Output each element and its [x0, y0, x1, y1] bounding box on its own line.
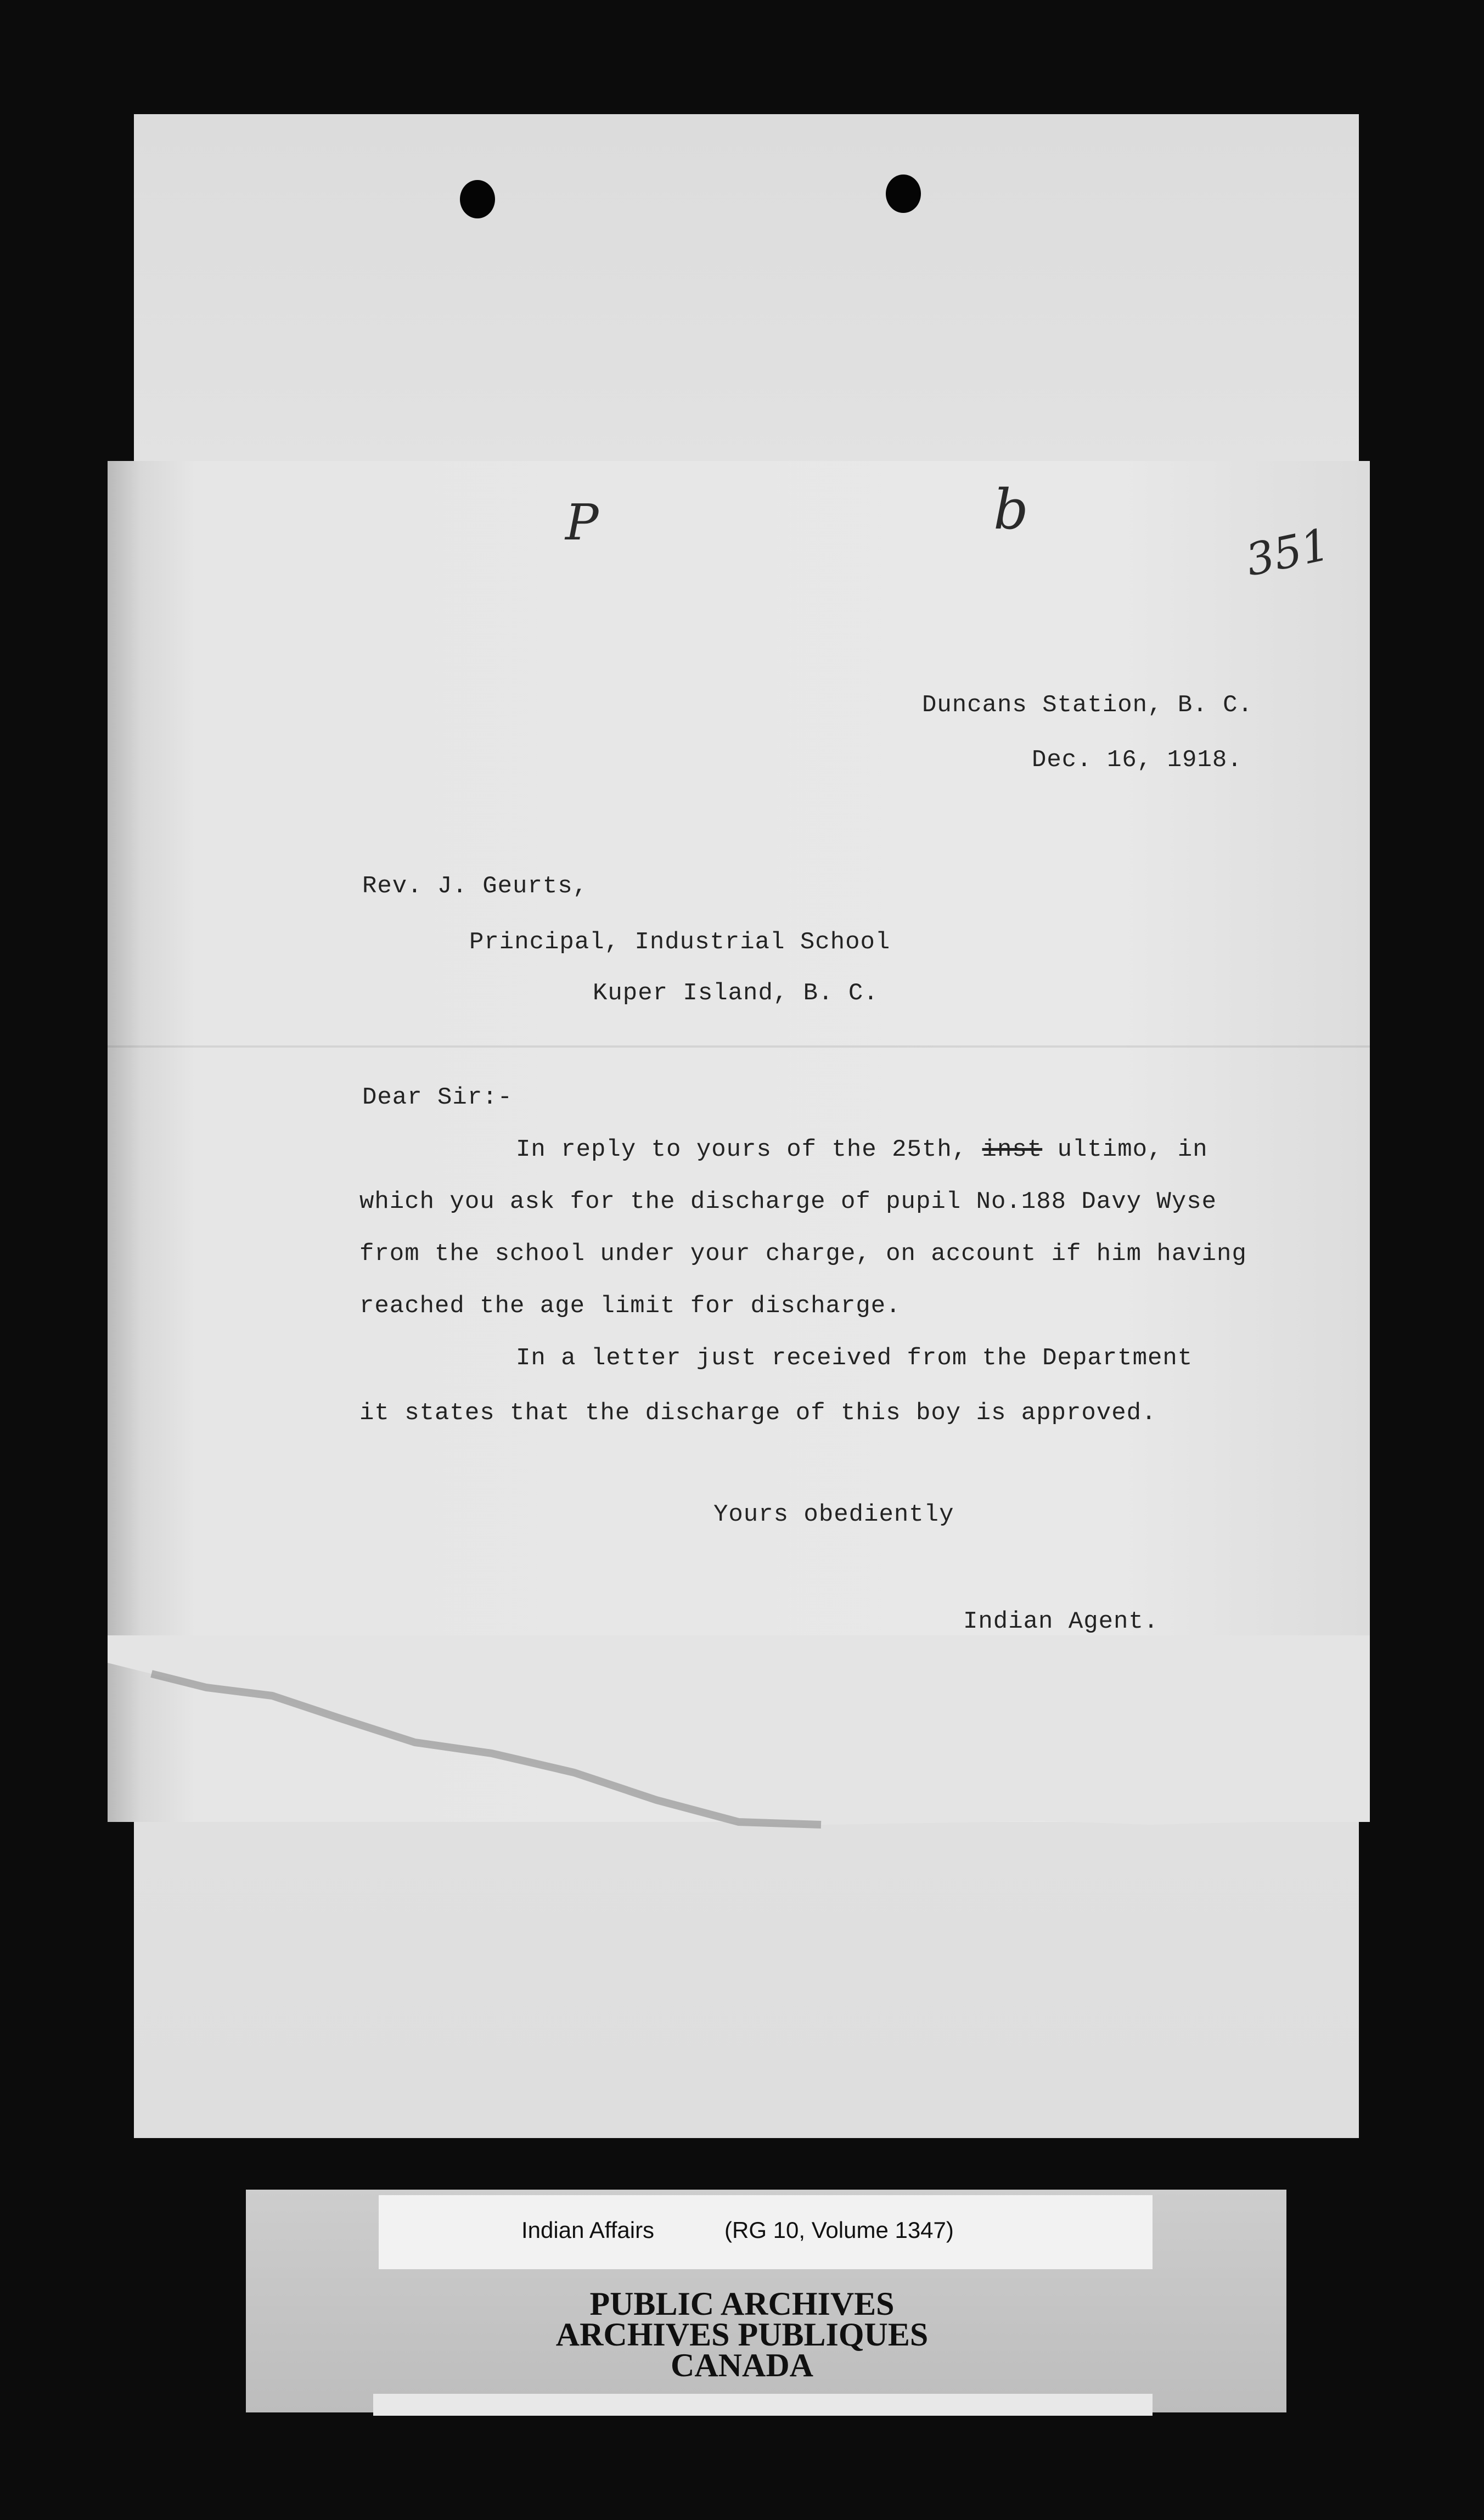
archive-label-strip: [373, 2394, 1153, 2416]
punch-hole-right: [886, 175, 921, 213]
archive-country: CANADA: [671, 2347, 813, 2383]
letter-date: Dec. 16, 1918.: [1032, 746, 1243, 774]
paragraph-2-line-2: it states that the discharge of this boy is approved.: [359, 1399, 1157, 1427]
paragraph-1-line-3: from the school under your charge, on account if him having: [359, 1240, 1247, 1268]
handwritten-b-mark: b: [993, 477, 1029, 542]
torn-edge: [108, 1635, 1370, 1855]
paragraph-1-line-2: which you ask for the discharge of pupil No.188 Davy Wyse: [359, 1188, 1217, 1216]
paragraph-2-line-1: In a letter just received from the Department: [516, 1345, 1193, 1372]
folio-number: 351: [1241, 519, 1334, 586]
archive-name-en: PUBLIC ARCHIVES: [589, 2286, 895, 2322]
paragraph-1-line-1: In reply to yours of the 25th, inst ultimo, in: [516, 1136, 1208, 1163]
archive-reference: (RG 10, Volume 1347): [724, 2217, 954, 2243]
archive-name-fr: ARCHIVES PUBLIQUES: [555, 2316, 929, 2353]
fold-line: [108, 1045, 1370, 1048]
paragraph-1-line-4: reached the age limit for discharge.: [359, 1292, 901, 1320]
struck-word: inst: [982, 1136, 1043, 1163]
handwritten-p-mark: P: [565, 494, 599, 552]
recipient-address: Kuper Island, B. C.: [593, 980, 879, 1007]
recipient-title: Principal, Industrial School: [469, 929, 891, 956]
salutation: Dear Sir:-: [362, 1084, 513, 1111]
archive-collection: Indian Affairs: [521, 2217, 655, 2243]
punch-hole-left: [460, 180, 495, 218]
signature-title: Indian Agent.: [963, 1608, 1159, 1635]
closing: Yours obediently: [713, 1501, 954, 1528]
recipient-name: Rev. J. Geurts,: [362, 873, 588, 900]
letter-place: Duncans Station, B. C.: [922, 691, 1253, 719]
